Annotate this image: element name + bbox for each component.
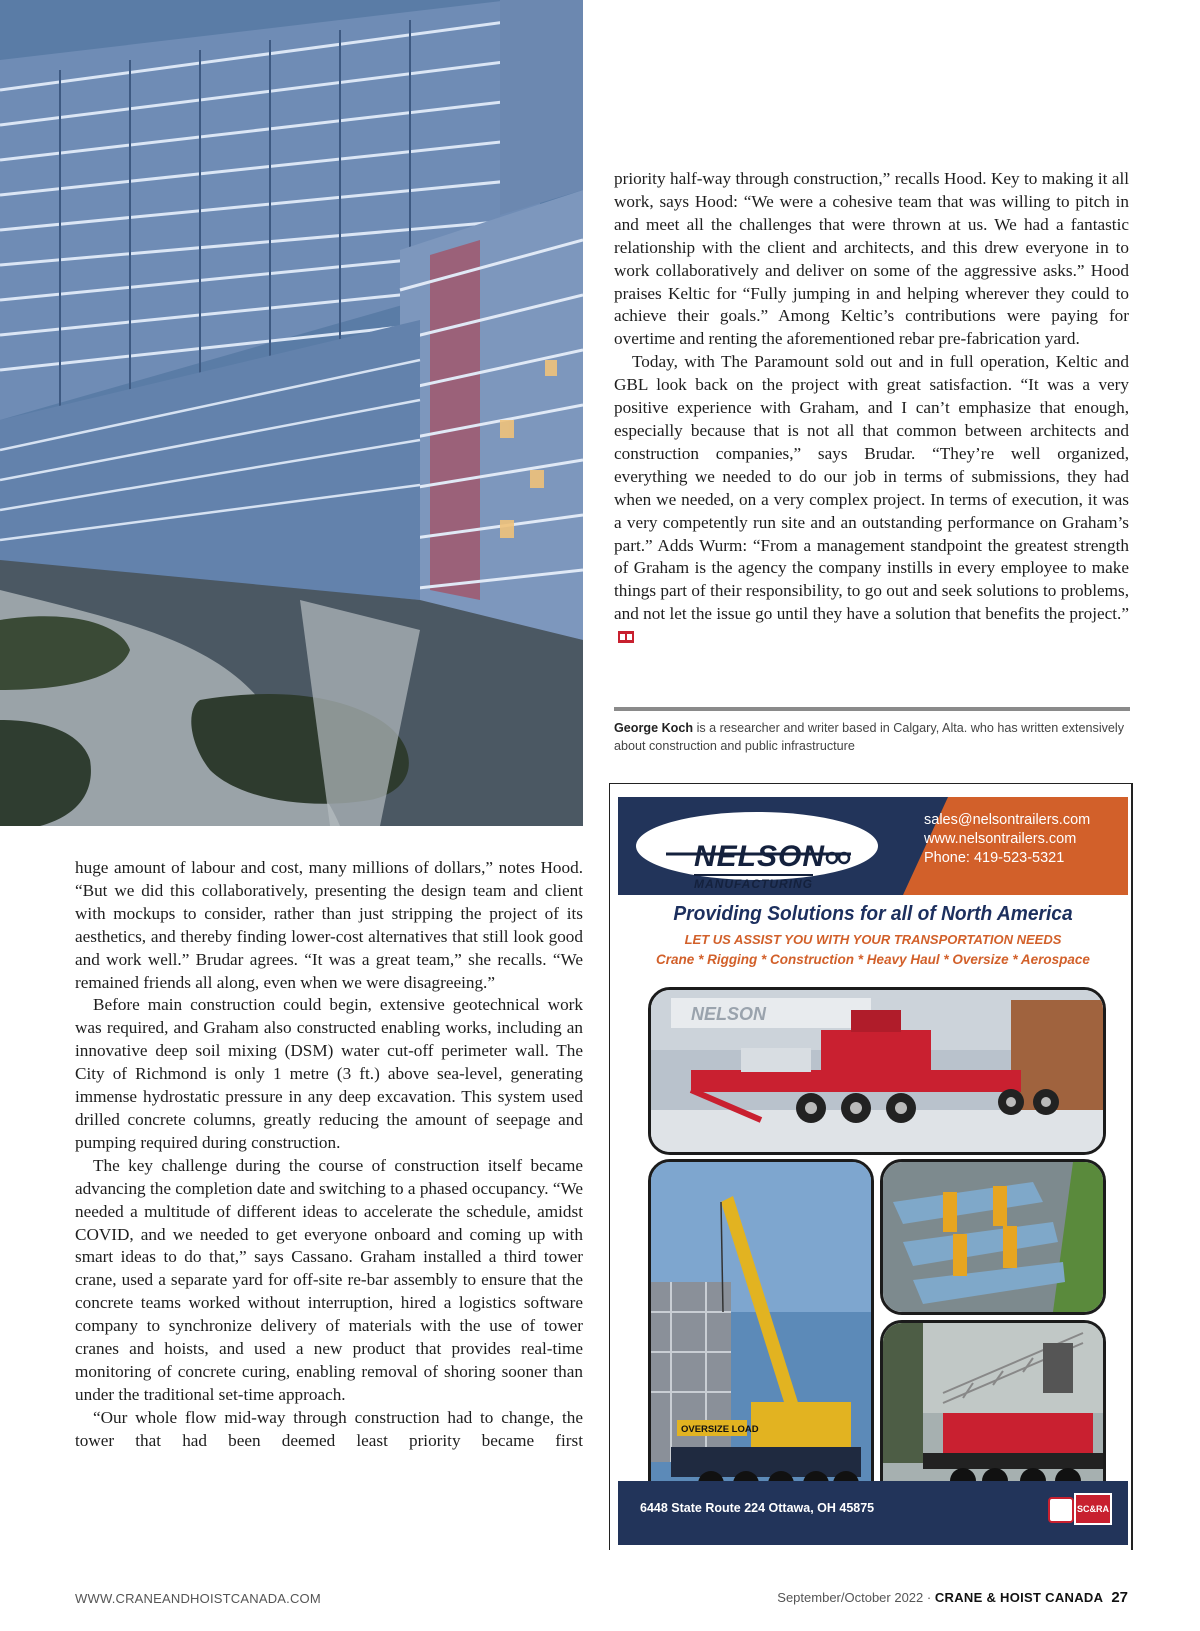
- article-paragraph: huge amount of labour and cost, many millions of dollars,” notes Hood. “But we did this collaboratively, presenting the design team and client with mockups to consider, rather than just stripping the project of its aesthetics, and thereby finding lower-cost alternatives that still look good and work well.” Brudar agrees. “It was a great team,” she recalls. “We remained friends all along, even when we were disagreeing.”: [75, 858, 583, 992]
- ad-website[interactable]: www.nelsontrailers.com: [924, 831, 1077, 847]
- ad-footer: [618, 1481, 1128, 1545]
- ad-services: Crane * Rigging * Construction * Heavy Haul * Oversize * Aerospace: [656, 952, 1090, 967]
- ad-photo-trailer-parts: [880, 1159, 1106, 1315]
- ad-photo-crane: [648, 1159, 874, 1530]
- scra-badge: SC&RA: [1074, 1493, 1112, 1525]
- building-illustration: [0, 0, 583, 826]
- brand-name: NELSON: [694, 840, 826, 873]
- article-paragraph: “Our whole flow mid-way through construction had to change, the tower that had been deemed least priority became first: [75, 1407, 583, 1450]
- hero-photo: [0, 0, 583, 826]
- article-paragraph: [614, 168, 1129, 351]
- brand-subtitle: MANUFACTURING: [694, 874, 813, 891]
- article-paragraph-text: priority half-way through construction,” recalls Hood. Key to making it all work, says Hood: “We were a cohesive team that was willing to pitch in and meet all the challenges that were thrown at us. We had a fantastic relationship with the client and architects, and this drew everyone in to work collaboratively and deliver on some of the aggressive asks.” Hood praises Keltic for “Fully jumping in and helping wherever they could to achieve their goals.” Among Keltic’s contributions were paying for overtime and renting the aforementioned rebar pre-fabrication yard.: [614, 169, 1129, 349]
- author-name: George Koch: [614, 721, 694, 735]
- ad-photo-trailer: [648, 987, 1106, 1155]
- footer-issue: September/October 2022 ·: [777, 1590, 935, 1605]
- oversize-load-sign: OVERSIZE LOAD: [681, 1424, 759, 1435]
- author-bio: [614, 719, 1130, 755]
- footer-issue-info: [777, 1589, 1128, 1606]
- nelson-logo: [636, 812, 878, 891]
- ad-header: [618, 797, 1128, 895]
- page-number: 27: [1111, 1589, 1128, 1606]
- nelson-advertisement[interactable]: [618, 797, 1128, 1545]
- end-of-article-icon: [618, 631, 634, 643]
- footer-website[interactable]: WWW.CRANEANDHOISTCANADA.COM: [75, 1591, 321, 1606]
- article-paragraph: The key challenge during the course of construction itself became advancing the completion date and switching to a phased occupancy. “We needed a multitude of different ideas to accelerate the schedule, amidst COVID, and we needed to get everyone onboard and coming up with smart ideas to do that,” says Cassano. Graham installed a third tower crane, used a separate yard for off-site re-bar assembly to ensure that the concrete teams worked without interruption, hired a logistics software company to synchronize delivery of materials with the use of tower cranes and hoists, and used a new product that provides real-time monitoring of concrete curing, enabling removal of shoring sooner than under the traditional set-time approach.: [75, 1155, 583, 1404]
- footer-magazine: CRANE & HOIST CANADA: [934, 1590, 1104, 1605]
- author-bio-text: is a researcher and writer based in Calgary, Alta. who has written extensively about construction and public infrastructure: [614, 721, 1125, 753]
- article-column-left: [75, 857, 583, 1453]
- ad-phone: Phone: 419-523-5321: [924, 850, 1065, 866]
- ad-email[interactable]: sales@nelsontrailers.com: [924, 812, 1091, 828]
- article-column-right: [614, 168, 1129, 649]
- facility-sign: NELSON: [691, 1004, 767, 1024]
- article-paragraph-text: Today, with The Paramount sold out and in full operation, Keltic and GBL look back on the project with great satisfaction. “It was a very positive experience with Graham, and I can’t emphasize that enough, especially because that is not all that common between architects and construction companies,” says Brudar. “They’re well organized, everything we needed to do our job in terms of submissions, they had when we needed, on a very complex project. In terms of execution, it was a very competently run site and an outstanding performance on Graham’s part.” Adds Wurm: “From a management standpoint the greatest strength of Graham is the agency the company instills in every employee to make things part of their responsibility, to go out and seek solutions to problems, and not let the issue go until they have a solution that benefits the project.”: [614, 352, 1129, 624]
- ad-subhead: LET US ASSIST YOU WITH YOUR TRANSPORTATION NEEDS: [684, 932, 1062, 947]
- association-logo-icon: [1048, 1497, 1074, 1523]
- bio-divider: [614, 707, 1130, 711]
- article-paragraph: Before main construction could begin, extensive geotechnical work was required, and Graham also constructed enabling works, including an innovative deep soil mixing (DSM) water cut-off perimeter wall. The City of Richmond is only 1 metre (3 ft.) above sea-level, generating immense hydrostatic pressure in any deep excavation. This system used drilled concrete columns, greatly reducing the amount of seepage and pumping required during construction.: [75, 995, 583, 1152]
- ad-contact: [924, 811, 1124, 868]
- ad-headline: Providing Solutions for all of North America: [673, 903, 1073, 925]
- article-paragraph: [614, 351, 1129, 649]
- ad-address: 6448 State Route 224 Ottawa, OH 45875: [640, 1501, 875, 1515]
